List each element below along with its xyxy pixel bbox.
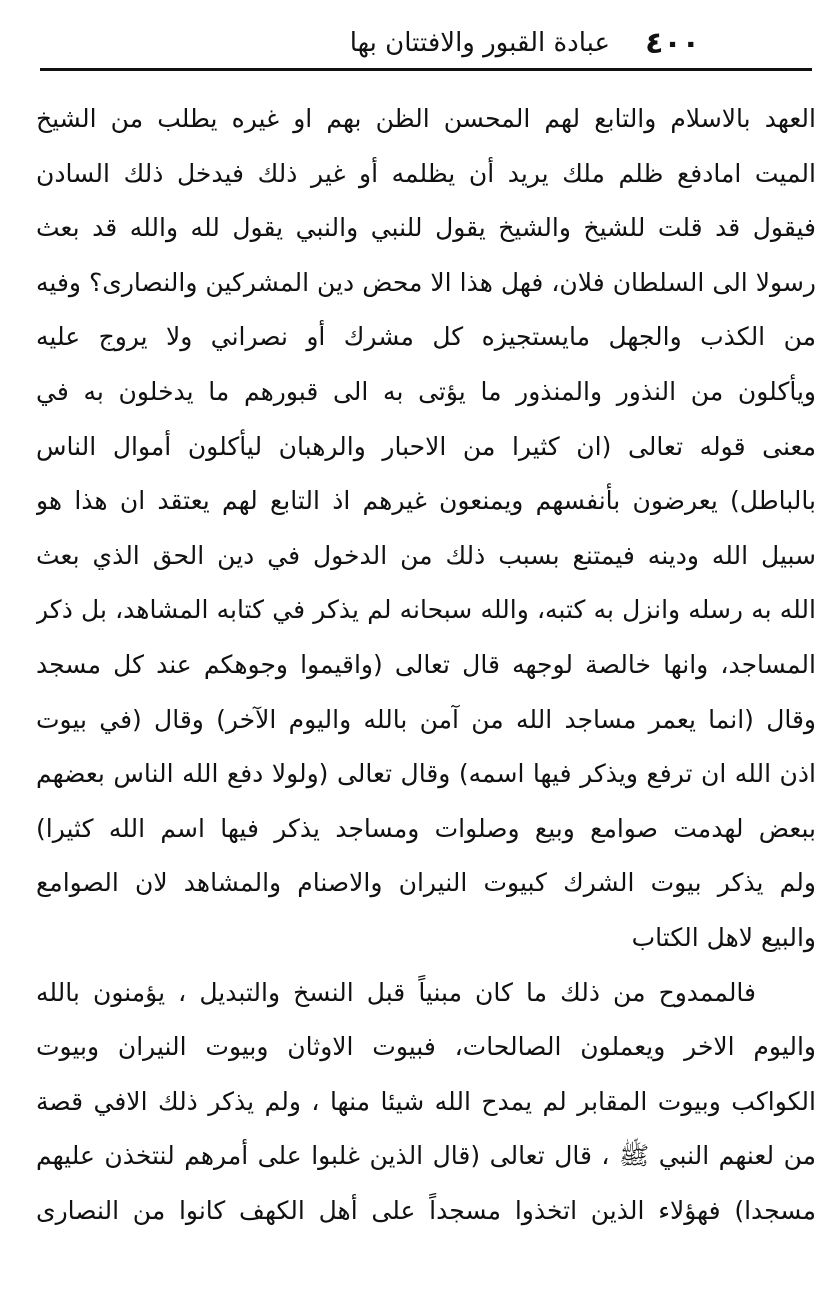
- text-line: الله به رسله وانزل به كتبه، والله سبحانه لم يذكر في كتابه المشاهد، بل ذكر: [36, 595, 816, 625]
- paragraph-end-line: والبيع لاهل الكتاب: [631, 922, 816, 952]
- text-line: وقال (انما يعمر مساجد الله من آمن بالله واليوم الآخر) وقال (في بيوت: [36, 704, 816, 734]
- text-line: ويأكلون من النذور والمنذور ما يؤتى به الى قبورهم ما يدخلون به في: [36, 376, 816, 406]
- running-title: عبادة القبور والافتتان بها: [349, 28, 610, 58]
- text-line: سبيل الله ودينه فيمتنع بسبب ذلك من الدخول في دين الحق الذي بعث: [36, 540, 816, 570]
- text-line: المساجد، وانها خالصة لوجهه قال تعالى (واقيموا وجوهكم عند كل مسجد: [36, 649, 816, 679]
- text-line: ببعض لهدمت صوامع وبيع وصلوات ومساجد يذكر فيها اسم الله كثيرا): [36, 813, 816, 843]
- text-line: الكواكب وبيوت المقابر لم يمدح الله شيئا منها ، ولم يذكر ذلك الافي قصة: [36, 1086, 816, 1116]
- text-line: فيقول قد قلت للشيخ والشيخ يقول للنبي والنبي يقول لله والله قد بعث: [36, 213, 816, 243]
- page-number: ٤٠٠: [645, 26, 700, 61]
- text-line: رسولا الى السلطان فلان، فهل هذا الا محض دين المشركين والنصارى؟ وفيه: [36, 267, 816, 297]
- text-line: من لعنهم النبي ﷺ ، قال تعالى (قال الذين غلبوا على أمرهم لنتخذن عليهم: [36, 1141, 816, 1171]
- text-line: معنى قوله تعالى (ان كثيرا من الاحبار والرهبان ليأكلون أموال الناس: [36, 431, 816, 461]
- header-divider: [40, 68, 812, 71]
- text-line: واليوم الاخر ويعملون الصالحات، فبيوت الاوثان وبيوت النيران وبيوت: [36, 1032, 816, 1062]
- paragraph-start-line: فالممدوح من ذلك ما كان مبنياً قبل النسخ والتبديل ، يؤمنون بالله: [36, 977, 756, 1007]
- text-line: اذن الله ان ترفع ويذكر فيها اسمه) وقال تعالى (ولولا دفع الله الناس بعضهم: [36, 759, 816, 789]
- text-line: بالباطل) يعرضون بأنفسهم ويمنعون غيرهم اذ التابع لهم يعتقد ان هذا هو: [36, 486, 816, 516]
- text-line: الميت امادفع ظلم ملك يريد أن يظلمه أو غير ذلك فيدخل ذلك السادن: [36, 158, 816, 188]
- text-line: مسجدا) فهؤلاء الذين اتخذوا مسجداً على أهل الكهف كانوا من النصارى: [36, 1195, 816, 1225]
- body-text: [36, 92, 816, 1238]
- text-line: ولم يذكر بيوت الشرك كبيوت النيران والاصنام والمشاهد لان الصوامع: [36, 868, 816, 898]
- page-header: [40, 22, 810, 68]
- text-line: العهد بالاسلام والتابع لهم المحسن الظن بهم او غيره يطلب من الشيخ: [36, 104, 816, 133]
- text-line: من الكذب والجهل مايستجيزه كل مشرك أو نصراني ولا يروج عليه: [36, 322, 816, 352]
